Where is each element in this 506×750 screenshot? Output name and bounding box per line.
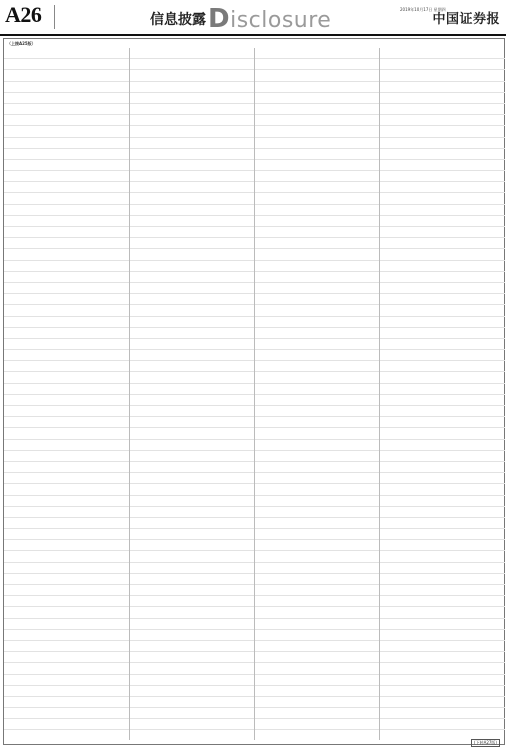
table-row [130,641,255,652]
table-row [130,182,255,193]
table-row [4,59,129,70]
table-row [4,507,129,518]
table-row [255,529,380,540]
table-row [130,395,255,406]
table-row [130,574,255,585]
table-row [255,406,380,417]
table-row [380,619,505,630]
table-row [130,339,255,350]
table-row [130,484,255,495]
table-row [130,507,255,518]
table-row [4,160,129,171]
table-column-block [4,48,129,740]
table-row [255,205,380,216]
table-row [4,227,129,238]
table-row [4,540,129,551]
table-row [4,93,129,104]
table-row [255,350,380,361]
table-row [380,339,505,350]
table-row [130,283,255,294]
table-row [4,652,129,663]
table-row [130,518,255,529]
table-row [4,406,129,417]
issue-date: 2019年10月17日 星期四 [400,7,446,12]
table-row [255,149,380,160]
table-row [380,317,505,328]
table-row [380,205,505,216]
table-column-block [129,48,255,740]
table-row [130,93,255,104]
table-row [4,529,129,540]
table-row [380,529,505,540]
table-row [4,697,129,708]
table-row [255,238,380,249]
table-row [130,216,255,227]
table-row [255,596,380,607]
table-row [4,171,129,182]
table-row [4,585,129,596]
table-row [130,294,255,305]
table-row [4,619,129,630]
table-row [255,59,380,70]
table-row [255,675,380,686]
table-row [255,708,380,719]
table-row [255,585,380,596]
table-row [380,249,505,260]
table-column-block [379,48,505,740]
table-row [130,630,255,641]
table-row [130,70,255,81]
table-row [380,462,505,473]
table-row [380,630,505,641]
table-row [4,205,129,216]
table-row [255,70,380,81]
table-row [380,350,505,361]
table-row [130,361,255,372]
table-row [380,417,505,428]
table-row [4,294,129,305]
table-row [255,551,380,562]
table-row [130,261,255,272]
table-row [380,574,505,585]
table-row [4,350,129,361]
table-row [380,585,505,596]
table-row [255,82,380,93]
table-row [4,551,129,562]
table-row [380,328,505,339]
table-row [255,652,380,663]
table-row [4,104,129,115]
table-row [130,59,255,70]
table-row [4,462,129,473]
table-row [255,216,380,227]
table-row [380,126,505,137]
table-row [4,708,129,719]
table-row [4,238,129,249]
table-row [380,451,505,462]
table-row [255,182,380,193]
table-row [4,574,129,585]
disclosure-table [3,38,505,745]
table-row [4,596,129,607]
table-row [4,384,129,395]
table-row [380,473,505,484]
table-row [380,540,505,551]
table-row [4,70,129,81]
table-row [255,686,380,697]
table-row [4,372,129,383]
table-row [130,428,255,439]
table-row [130,619,255,630]
table-row [130,697,255,708]
table-row [255,48,380,59]
table-row [255,93,380,104]
table-row [130,607,255,618]
table-row [130,328,255,339]
table-row [380,496,505,507]
table-row [255,115,380,126]
table-row [4,249,129,260]
table-row [130,227,255,238]
section-initial: D [208,4,231,34]
table-row [4,115,129,126]
table-row [380,82,505,93]
table-row [255,719,380,730]
table-row [4,686,129,697]
table-row [130,48,255,59]
page-header [0,0,506,36]
header-divider [54,5,55,29]
table-row [4,126,129,137]
table-row [4,395,129,406]
table-row [380,440,505,451]
table-row [4,607,129,618]
table-row [255,361,380,372]
table-row [4,719,129,730]
table-row [4,305,129,316]
table-row [130,350,255,361]
table-row [380,596,505,607]
table-row [380,563,505,574]
table-row [130,719,255,730]
table-row [4,440,129,451]
table-row [255,484,380,495]
table-row [4,473,129,484]
table-row [380,283,505,294]
table-row [255,574,380,585]
table-row [380,652,505,663]
table-row [255,126,380,137]
table-row [130,249,255,260]
section-title: 信息披露 [150,12,206,28]
table-row [255,507,380,518]
table-row [130,686,255,697]
table-row [255,328,380,339]
table-row [4,182,129,193]
table-row [255,193,380,204]
table-row [130,149,255,160]
table-row [255,496,380,507]
table-row [130,82,255,93]
table-row [4,630,129,641]
table-row [130,462,255,473]
table-row [130,138,255,149]
table-row [130,406,255,417]
table-row [255,641,380,652]
table-row [130,496,255,507]
table-row [255,272,380,283]
page-number: A26 [5,2,42,27]
table-row [130,440,255,451]
table-row [4,451,129,462]
table-row [255,417,380,428]
table-row [4,663,129,674]
table-row [380,361,505,372]
table-row [130,675,255,686]
table-row [130,115,255,126]
table-row [255,339,380,350]
table-row [130,417,255,428]
table-row [4,138,129,149]
table-row [4,563,129,574]
table-row [130,205,255,216]
table-row [380,193,505,204]
table-row [4,496,129,507]
table-row [255,663,380,674]
table-row [4,339,129,350]
table-row [255,160,380,171]
table-row [130,551,255,562]
section-rest: isclosure [230,8,332,33]
table-row [255,630,380,641]
table-row [380,663,505,674]
table-row [380,138,505,149]
table-row [130,372,255,383]
table-row [4,193,129,204]
table-row [380,518,505,529]
table-row [255,249,380,260]
table-row [380,59,505,70]
table-row [130,563,255,574]
table-row [255,697,380,708]
table-row [255,104,380,115]
table-row [130,384,255,395]
table-row [380,384,505,395]
table-row [4,149,129,160]
table-row [380,607,505,618]
table-row [130,171,255,182]
continued-label: (下转A27版) [471,739,500,747]
table-row [255,473,380,484]
table-row [4,361,129,372]
table-row [380,551,505,562]
table-row [380,160,505,171]
table-row [4,518,129,529]
table-row [380,719,505,730]
table-row [4,328,129,339]
table-row [380,93,505,104]
table-row [4,283,129,294]
table-row [4,261,129,272]
table-row [4,417,129,428]
table-row [130,238,255,249]
table-row [380,182,505,193]
table-row [380,372,505,383]
table-row [380,48,505,59]
table-row [380,305,505,316]
table-row [255,384,380,395]
table-row [130,596,255,607]
table-row [255,540,380,551]
table-row [255,462,380,473]
table-row [130,652,255,663]
table-row [255,171,380,182]
table-row [255,563,380,574]
table-row [130,126,255,137]
table-row [130,585,255,596]
table-row [4,216,129,227]
table-row [255,317,380,328]
table-row [255,428,380,439]
table-row [380,238,505,249]
table-row [255,261,380,272]
table-row [380,428,505,439]
table-row [130,663,255,674]
table-row [4,428,129,439]
table-row [380,227,505,238]
table-row [4,317,129,328]
table-row [255,440,380,451]
table-row [380,395,505,406]
table-row [130,451,255,462]
table-row [4,272,129,283]
table-row [255,283,380,294]
table-row [130,305,255,316]
table-row [380,294,505,305]
table-row [255,138,380,149]
table-row [4,48,129,59]
table-row [380,115,505,126]
table-row [380,171,505,182]
table-row [255,305,380,316]
table-row [255,227,380,238]
table-row [130,473,255,484]
section-title-english [208,4,331,34]
table-row [4,484,129,495]
table-row [4,675,129,686]
table-row [255,607,380,618]
table-row [130,317,255,328]
table-row [380,272,505,283]
table-row [130,529,255,540]
table-row [130,272,255,283]
table-row [130,160,255,171]
table-row [380,484,505,495]
table-row [130,193,255,204]
table-row [380,641,505,652]
table-row [130,708,255,719]
newspaper-logo: 中国证券报 [432,12,500,27]
table-row [130,104,255,115]
table-row [255,372,380,383]
table-row [255,451,380,462]
table-column-block [254,48,380,740]
table-row [380,70,505,81]
table-row [380,406,505,417]
table-row [4,641,129,652]
table-row [255,518,380,529]
table-row [380,149,505,160]
table-row [255,294,380,305]
table-row [255,395,380,406]
table-row [255,619,380,630]
table-row [380,675,505,686]
table-row [380,686,505,697]
table-row [380,261,505,272]
table-row [380,507,505,518]
table-row [380,697,505,708]
table-title: （上接A25版） [7,41,36,46]
table-row [380,708,505,719]
table-row [130,540,255,551]
table-row [4,82,129,93]
table-row [380,104,505,115]
table-row [380,216,505,227]
